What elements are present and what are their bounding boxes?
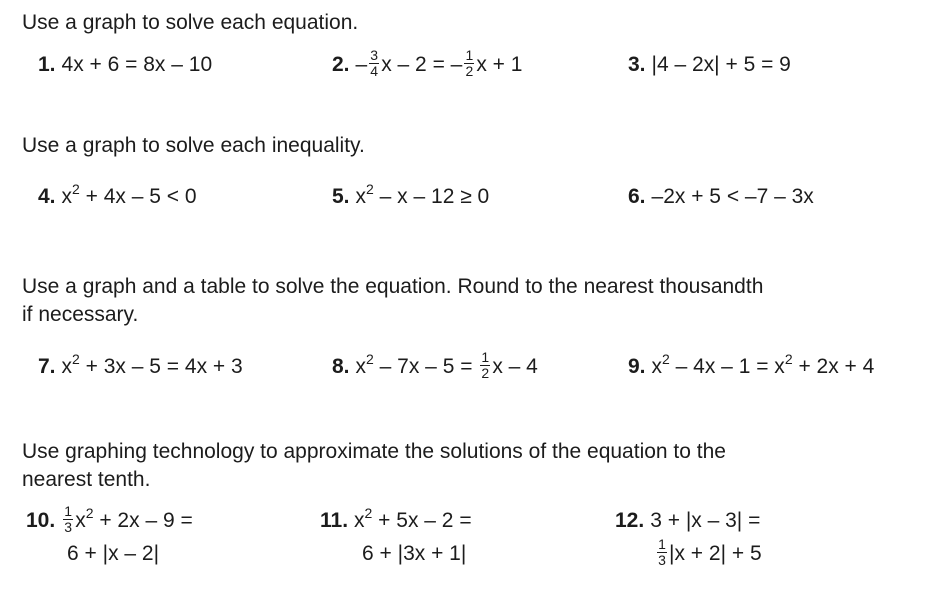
problem-4 [38,181,197,210]
problem-number: 10. [26,509,56,532]
instruction-2: Use a graph to solve each inequality. [22,134,365,157]
problem-number: 1. [38,53,56,76]
problem-number: 2. [332,53,350,76]
problem-text: – 4x – 1 = x [669,355,785,378]
problem-text: |4 – 2x| + 5 = 9 [651,53,791,76]
fraction [479,349,491,381]
numerator: 1 [481,349,490,365]
numerator: 1 [64,503,73,519]
problem-10-line-2: 6 + |x – 2| [67,542,160,565]
problem-7 [38,351,243,380]
problem-11-line-2: 6 + |3x + 1| [362,542,467,565]
fraction [656,536,668,568]
instruction-3-line-2: if necessary. [22,303,139,326]
denominator: 2 [465,63,474,79]
problem-12-line-2 [655,536,762,568]
problem-number: 6. [628,185,646,208]
numerator: 1 [658,536,666,552]
problem-number: 11. [320,509,349,532]
problem-12 [615,508,760,534]
exponent: 2 [662,351,670,367]
problem-text: + 5x – 2 = [372,509,472,532]
fraction [368,47,380,79]
problem-number: 7. [38,355,56,378]
problem-text: 3 + |x – 3| = [650,509,761,532]
numerator: 3 [370,47,379,63]
problem-5 [332,181,490,210]
problem-number: 3. [628,53,646,76]
problem-1 [38,52,212,78]
problem-text: – x – 12 ≥ 0 [373,185,490,208]
problem-number: 5. [332,185,350,208]
exponent: 2 [366,351,374,367]
problem-text: + 4x – 5 < 0 [79,185,197,208]
problem-text: + 2x – 9 = [93,509,193,532]
fraction [62,503,74,535]
problem-number: 12. [615,509,645,532]
problem-text: 4x + 6 = 8x – 10 [61,53,213,76]
exponent: 2 [72,181,80,197]
problem-text: |x + 2| + 5 [669,542,762,565]
problem-text: x [61,185,73,208]
problem-text: x – 4 [492,355,538,378]
exponent: 2 [72,351,80,367]
instruction-4-line-1: Use graphing technology to approximate the solutions of the equation to the [22,440,726,463]
problem-11 [320,505,472,534]
problem-text: x [651,355,663,378]
exponent: 2 [364,505,373,521]
problem-number: 9. [628,355,646,378]
instruction-1: Use a graph to solve each equation. [22,11,359,34]
exponent: 2 [85,505,94,521]
problem-text: + 3x – 5 = 4x + 3 [79,355,243,378]
denominator: 3 [658,552,666,568]
denominator: 3 [64,519,73,535]
problem-6 [628,184,814,210]
instruction-4-line-2: nearest tenth. [22,468,151,491]
exponent: 2 [366,181,374,197]
problem-text: + 2x + 4 [792,355,875,378]
problem-text: x [355,185,367,208]
problem-text: –2x + 5 < –7 – 3x [651,185,814,208]
problem-text: – [355,53,368,76]
problem-2 [332,47,523,79]
problem-9 [628,351,875,380]
fraction [463,47,475,79]
problem-3 [628,52,791,78]
exponent: 2 [784,351,793,367]
problem-number: 8. [332,355,350,378]
numerator: 1 [465,47,474,63]
problem-text: x [61,355,73,378]
problem-text: – 7x – 5 = [373,355,479,378]
problem-text: x [75,509,86,532]
problem-text: x [354,509,365,532]
denominator: 4 [370,63,379,79]
denominator: 2 [481,365,490,381]
problem-text: x + 1 [476,53,523,76]
problem-text: x – 2 = – [381,53,463,76]
problem-8 [332,349,538,381]
problem-text: x [355,355,367,378]
problem-10 [26,503,193,535]
instruction-3-line-1: Use a graph and a table to solve the equation. Round to the nearest thousandth [22,275,764,298]
problem-number: 4. [38,185,56,208]
